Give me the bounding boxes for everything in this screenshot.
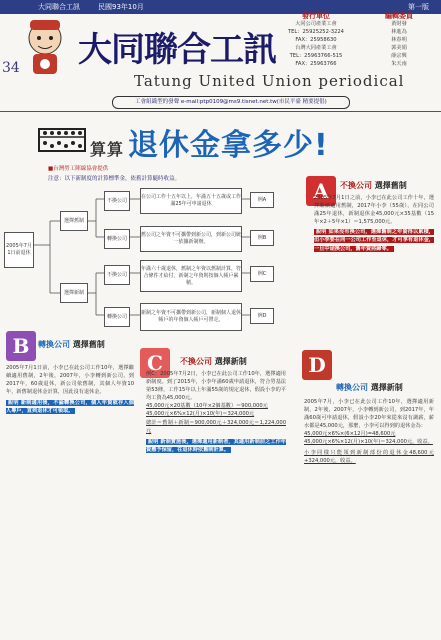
section-c-title-text: 選擇新制 — [214, 357, 247, 366]
masthead-title: 大同聯合工訊 — [78, 30, 276, 70]
section-c-title — [180, 356, 247, 367]
section-d-title — [336, 382, 403, 393]
section-d-calc2: 45,000元×6%×12(月)×10(年)＝324,000元，收益。 — [304, 439, 433, 446]
section-a-title-text: 選擇舊制 — [374, 181, 407, 190]
editor-name: 林進為 — [391, 29, 407, 35]
section-a-note-wrap — [314, 228, 434, 252]
page-number: 34 — [2, 60, 20, 76]
diagram-node: 轉換公司 — [104, 307, 130, 327]
section-a-note: 說明 如果沒有換公司，選擇舊制之年資得以累積，但小李要在同一公司工作至退休，才可享有退休金，一旦中途換公司，舊年資將歸零。 — [314, 229, 434, 252]
editor-name: 黃財發 — [391, 21, 407, 27]
pub-line: FAX：25963766 — [295, 61, 337, 67]
mascot-logo — [14, 16, 76, 78]
section-a-title — [340, 180, 407, 191]
topbar-right: 第一版 — [408, 3, 429, 11]
section-b-title — [38, 339, 105, 350]
section-c-calc2: 45,000元×6%×12(月)×10(年)＝324,000元 — [146, 411, 255, 418]
section-d-body — [304, 398, 434, 465]
section-c-text: 例C：2005年7月2日，小李已在此公司工作10年，選擇適用新制度。到了2015年，小李年滿60歲申請退休，符合勞基法第53條，工作15年以上年滿55歲的規定退休，假設小李的平均工資為45,000元。 — [146, 371, 286, 402]
section-c-title-hl: 不換公司 — [180, 357, 212, 366]
section-b-title-hl: 轉換公司 — [38, 340, 70, 349]
diagram-node: 不換公司 — [104, 191, 130, 211]
pub-line: TEL：25925252-3224 — [287, 29, 344, 35]
section-d-block: D — [302, 350, 332, 380]
example-d-tag: 例D — [250, 308, 274, 324]
diagram-condition: 年滿六十歲退休，舊制之年資以舊制計算，符合條件才給付，新制之年資則按個人帳戶累積。 — [140, 260, 242, 292]
section-d-note: 小李同樣只能領到新制部份的退休金48,600元+324,000元，收益。 — [304, 449, 434, 464]
pub-heading: 發行單位 — [302, 12, 330, 20]
diagram-node: 轉換公司 — [104, 229, 130, 249]
contact-bar: 工會組織型的發聲 e-mail:ptp0109@ms9.tisnet.net.tw(市民平臺 精要提倡) — [112, 96, 350, 109]
diagram-new-system: 選擇新制 — [60, 283, 88, 303]
editor-name: 郭美娟 — [391, 45, 407, 51]
pub-line: 台灣大同產業工會 — [295, 45, 337, 51]
diagram-condition: 舊公司之年資不可攜帶到新公司，到新公司統一依據新制辦。 — [140, 226, 242, 252]
example-b-tag: 例B — [250, 230, 274, 246]
section-d-text: 2005年7月，小李已在此公司工作10年，選擇適用新制，2年後，2007年，小李轉到新公司，到2017年，年滿60歲可申請退休，假設小李20年來從來沒有調薪，薪水都是45,000元，那麼，小李可以得到的退休金為： — [304, 399, 434, 430]
editor-name: 林春明 — [391, 37, 407, 43]
diagram-node: 不換公司 — [104, 265, 130, 285]
publisher-info — [246, 12, 426, 102]
section-c-note-wrap — [146, 438, 286, 454]
example-a-tag: 例A — [250, 192, 274, 208]
headline — [90, 120, 329, 164]
section-c-block: C — [140, 348, 170, 378]
diagram-condition: 在公司工作十五年以上，年滿五十五歲或工作滿25年可申請退休 — [140, 188, 242, 214]
section-a-text: 2005年7月1日之前，小李已在此公司工作十年，選擇繼續適用舊制，2017年小李（55歲），在同公司滿25年退休，新制退休金45,000元×35基數（15年×2＋5年×1）＝1,575,000元。 — [314, 195, 434, 226]
headline-prefix: 算算 — [90, 140, 125, 159]
section-b-text: 2005年7月1日前，小李已在此公司工作10年，選擇繼續適用舊制，2年後，2007年，小李轉到新公司，到2017年，60歲退休，新公司依舊制，其個人年資10年，新舊制退休金計算，因此沒有退休金。 — [6, 365, 134, 396]
mascot-icon — [14, 16, 76, 78]
section-b-block: B — [6, 331, 36, 361]
section-a-body — [314, 194, 434, 253]
pub-line: 大同公司產業工會 — [295, 21, 337, 27]
section-a-block: A — [306, 176, 336, 206]
editor-name: 朱天南 — [391, 61, 407, 67]
diagram-old-system: 選擇舊制 — [60, 211, 88, 231]
divider — [0, 111, 441, 112]
publisher-column — [276, 12, 356, 68]
editor-name: 薛宗興 — [391, 53, 407, 59]
editor-heading: 編輯委員 — [385, 12, 413, 20]
section-b-note-wrap — [6, 399, 134, 415]
example-c-tag: 例C — [250, 266, 274, 282]
section-d-title-hl: 轉換公司 — [336, 383, 368, 392]
masthead-subtitle: Tatung United Union periodical — [134, 72, 405, 90]
editor-column — [376, 12, 422, 68]
section-b-body — [6, 364, 134, 416]
section-d-title-text: 選擇新制 — [370, 383, 403, 392]
section-c-note: 說明 新制實施後，選擇適用新制者，其適用新制前之工作年資應予保留，在退休時依舊制計算。 — [146, 438, 286, 453]
abacus-icon — [38, 128, 86, 152]
source-line: ■台灣勞工陣線協會提供 — [48, 166, 109, 172]
section-c-calc: 45,000元×20基數（10年×2個基數）＝900,000元 — [146, 403, 268, 410]
topbar-mid: 民國93年10月 — [98, 3, 144, 11]
diagram-condition: 新制之年資不可攜帶到新公司，新制個人退休帳戶的年資個人帳戶可帶走。 — [140, 303, 242, 331]
diagram-root: 2005年7月1日前退休 — [4, 232, 34, 268]
note-line: 注意：以下新制度的計算標準金，依舊計算隨時收益。 — [48, 176, 181, 182]
section-c-body — [146, 370, 286, 454]
pub-line: TEL：25963766-515 — [289, 53, 343, 59]
topbar-left: 大同聯合工訊 — [38, 3, 80, 11]
section-a-title-hl: 不換公司 — [340, 181, 372, 190]
pub-line: FAX：25958630 — [295, 37, 337, 43]
section-d-calc: 45,000元×6%×(6×12月)=48,600元 — [304, 431, 396, 438]
section-b-note: 說明 新制適用後，不論轉換公司，個人年資就存入個人專戶，直到退休才可領取。 — [6, 400, 134, 415]
section-c-total: 總計＝舊制＋新制＝900,000元＋324,000元＝1,224,000元 — [146, 419, 286, 434]
headline-main: 退休金拿多少! — [128, 128, 329, 163]
section-b-title-text: 選擇舊制 — [72, 340, 105, 349]
